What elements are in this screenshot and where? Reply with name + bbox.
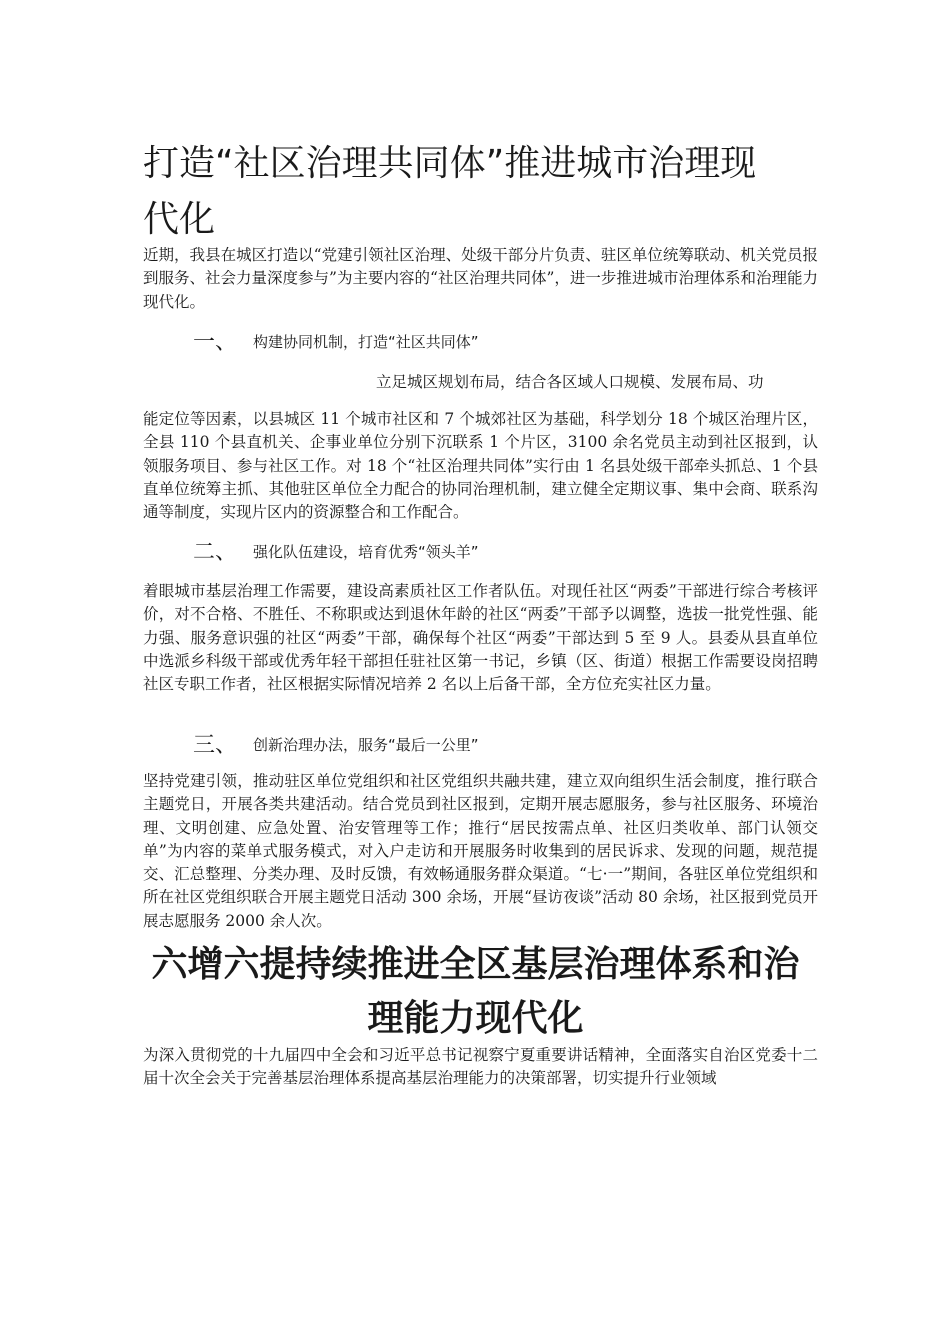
section-3-body: 坚持党建引领，推动驻区单位党组织和社区党组织共融共建，建立双向组织生活会制度，推行联合主题党日，开展各类共建活动。结合党员到社区报到，定期开展志愿服务，参与社区服务、环境治理、文明创建、应急处置、治安管理等工作；推行“居民按需点单、社区归类收单、部门认领交单”为内容的菜单式服务模式，对入户走访和开展服务时收集到的居民诉求、发现的问题，规范提交、汇总整理、分类办理、及时反馈，有效畅通服务群众渠道。“七·一”期间，各驻区单位党组织和所在社区党组织联合开展主题党日活动 300 余场，开展“昼访夜谈”活动 80 余场，社区报到党员开展志愿服务 2000 余人次。 <box>143 772 818 930</box>
section-1-first-line: 立足城区规划布局，结合各区域人口规模、发展布局、功 <box>376 373 764 391</box>
article-intro: 近期，我县在城区打造以“党建引领社区治理、处级干部分片负责、驻区单位统筹联动、机关党员报到服务、社会力量深度参与”为主要内容的“社区治理共同体”，进一步推进城市治理体系和治理能力现代化。 <box>143 246 818 311</box>
section-number-1: 一、 <box>193 330 238 355</box>
section-number-3: 三、 <box>193 733 238 758</box>
section-1-body: 能定位等因素，以县城区 11 个城市社区和 7 个城郊社区为基础，科学划分 18 个城区治理片区，全县 110 个县直机关、企事业单位分别下沉联系 1 个片区，3100 余名党员主动到社区报到，认领服务项目、参与社区工作。对 18 个“社区治理共同体”实行由 1 名县处级干部牵头抓总、1 个县直单位统筹主抓、其他驻区单位全力配合的协同治理机制，建立健全定期议事、集中会商、联系沟通等制度，实现片区内的资源整合和工作配合。 <box>143 410 818 522</box>
section-heading-1 <box>193 330 479 355</box>
section-heading-2 <box>193 540 479 565</box>
article-title: 打造“社区治理共同体”推进城市治理现代化 <box>143 143 757 240</box>
section-title-2: 强化队伍建设，培育优秀“领头羊” <box>253 543 479 561</box>
section-title-3: 创新治理办法，服务“最后一公里” <box>253 736 479 754</box>
article-2-intro: 为深入贯彻党的十九届四中全会和习近平总书记视察宁夏重要讲话精神，全面落实自治区党委十二届十次全会关于完善基层治理体系提高基层治理能力的决策部署，切实提升行业领域 <box>143 1046 818 1088</box>
section-title-1: 构建协同机制，打造“社区共同体” <box>253 333 479 351</box>
section-2-body: 着眼城市基层治理工作需要，建设高素质社区工作者队伍。对现任社区“两委”干部进行综合考核评价，对不合格、不胜任、不称职或达到退休年龄的社区“两委”干部予以调整，选拔一批党性强、能力强、服务意识强的社区“两委”干部，确保每个社区“两委”干部达到 5 至 9 人。县委从县直单位中选派乡科级干部或优秀年轻干部担任驻社区第一书记，乡镇（区、街道）根据工作需要设岗招聘社区专职工作者，社区根据实际情况培养 2 名以上后备干部，全方位充实社区力量。 <box>143 582 818 694</box>
article-2-title: 六增六提持续推进全区基层治理体系和治理能力现代化 <box>151 944 800 1039</box>
section-number-2: 二、 <box>193 540 238 565</box>
section-heading-3 <box>193 733 479 758</box>
